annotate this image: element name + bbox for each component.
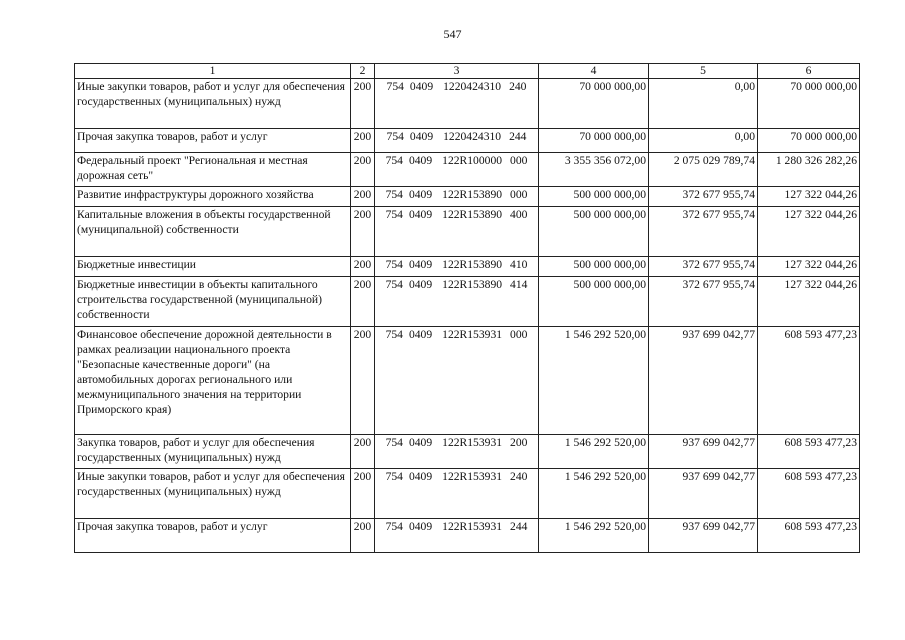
row-expense-type: 200 — [510, 436, 528, 449]
row-value-col4: 1 546 292 520,00 — [539, 519, 649, 553]
row-code: 200 — [351, 207, 375, 257]
row-value-col6: 70 000 000,00 — [758, 79, 860, 129]
row-name: Финансовое обеспечение дорожной деятельности в рамках реализации национального проекта "Безопасные качественные дороги" (на автомобильных дорогах регионального или межмуниципального значения на территории Приморского края) — [75, 327, 351, 435]
row-classification — [375, 129, 539, 153]
row-section: 0409 — [408, 154, 433, 167]
row-classification — [375, 79, 539, 129]
row-section: 0409 — [408, 436, 433, 449]
row-expense-type: 240 — [509, 80, 527, 93]
row-gr: 754 — [385, 208, 403, 221]
row-value-col5: 937 699 042,77 — [649, 519, 758, 553]
row-gr: 754 — [385, 520, 403, 533]
row-name: Федеральный проект "Региональная и местная дорожная сеть" — [75, 153, 351, 187]
row-section: 0409 — [408, 258, 433, 271]
table-row — [75, 79, 860, 129]
row-name: Закупка товаров, работ и услуг для обеспечения государственных (муниципальных) нужд — [75, 435, 351, 469]
row-value-col4: 3 355 356 072,00 — [539, 153, 649, 187]
header-col-4: 4 — [539, 64, 649, 79]
row-expense-type: 000 — [510, 328, 528, 341]
table-row — [75, 129, 860, 153]
row-gr: 754 — [385, 258, 403, 271]
row-name: Капитальные вложения в объекты государственной (муниципальной) собственности — [75, 207, 351, 257]
row-classification — [375, 257, 539, 277]
row-target-article: 1220424310 — [443, 130, 502, 143]
row-value-col4: 70 000 000,00 — [539, 79, 649, 129]
row-value-col5: 0,00 — [649, 79, 758, 129]
row-target-article: 122R153931 — [442, 436, 503, 449]
row-target-article: 122R100000 — [442, 154, 503, 167]
row-code: 200 — [351, 79, 375, 129]
row-value-col6: 608 593 477,23 — [758, 519, 860, 553]
row-gr: 754 — [385, 188, 403, 201]
row-value-col4: 500 000 000,00 — [539, 257, 649, 277]
row-gr: 754 — [385, 278, 403, 291]
row-expense-type: 410 — [510, 258, 528, 271]
row-value-col6: 1 280 326 282,26 — [758, 153, 860, 187]
table-row — [75, 277, 860, 327]
row-expense-type: 244 — [509, 130, 527, 143]
row-value-col5: 372 677 955,74 — [649, 257, 758, 277]
row-target-article: 122R153890 — [442, 208, 503, 221]
row-classification — [375, 277, 539, 327]
row-value-col5: 0,00 — [649, 129, 758, 153]
row-code: 200 — [351, 153, 375, 187]
row-name: Прочая закупка товаров, работ и услуг — [75, 129, 351, 153]
row-expense-type: 240 — [510, 470, 528, 483]
row-name: Иные закупки товаров, работ и услуг для обеспечения государственных (муниципальных) нужд — [75, 79, 351, 129]
row-name: Развитие инфраструктуры дорожного хозяйства — [75, 187, 351, 207]
row-target-article: 1220424310 — [443, 80, 502, 93]
row-target-article: 122R153931 — [442, 520, 503, 533]
row-gr: 754 — [385, 436, 403, 449]
row-value-col6: 608 593 477,23 — [758, 327, 860, 435]
budget-table — [74, 63, 860, 553]
table-row — [75, 207, 860, 257]
row-classification — [375, 153, 539, 187]
row-gr: 754 — [385, 470, 403, 483]
row-target-article: 122R153931 — [442, 470, 503, 483]
row-value-col5: 372 677 955,74 — [649, 187, 758, 207]
header-col-5: 5 — [649, 64, 758, 79]
row-gr: 754 — [385, 328, 403, 341]
row-code: 200 — [351, 187, 375, 207]
row-value-col5: 372 677 955,74 — [649, 207, 758, 257]
table-row — [75, 187, 860, 207]
row-name: Бюджетные инвестиции — [75, 257, 351, 277]
row-target-article: 122R153931 — [442, 328, 503, 341]
row-section: 0409 — [408, 208, 433, 221]
table-row — [75, 327, 860, 435]
row-code: 200 — [351, 277, 375, 327]
row-code: 200 — [351, 257, 375, 277]
row-value-col6: 608 593 477,23 — [758, 469, 860, 519]
row-value-col4: 1 546 292 520,00 — [539, 435, 649, 469]
row-classification — [375, 207, 539, 257]
row-value-col4: 500 000 000,00 — [539, 187, 649, 207]
row-section: 0409 — [408, 520, 433, 533]
row-expense-type: 414 — [510, 278, 528, 291]
row-value-col5: 937 699 042,77 — [649, 327, 758, 435]
row-classification — [375, 469, 539, 519]
row-value-col5: 937 699 042,77 — [649, 435, 758, 469]
row-gr: 754 — [385, 154, 403, 167]
row-name: Прочая закупка товаров, работ и услуг — [75, 519, 351, 553]
row-value-col5: 2 075 029 789,74 — [649, 153, 758, 187]
row-expense-type: 400 — [510, 208, 528, 221]
row-target-article: 122R153890 — [442, 258, 503, 271]
row-value-col5: 372 677 955,74 — [649, 277, 758, 327]
row-classification — [375, 327, 539, 435]
row-code: 200 — [351, 469, 375, 519]
header-col-3: 3 — [375, 64, 539, 79]
row-value-col4: 70 000 000,00 — [539, 129, 649, 153]
row-section: 0409 — [408, 328, 433, 341]
row-classification — [375, 187, 539, 207]
page-number: 547 — [443, 27, 462, 41]
row-code: 200 — [351, 435, 375, 469]
row-value-col6: 127 322 044,26 — [758, 257, 860, 277]
row-target-article: 122R153890 — [442, 188, 503, 201]
row-gr: 754 — [386, 80, 404, 93]
header-row — [75, 64, 860, 79]
row-code: 200 — [351, 519, 375, 553]
row-expense-type: 244 — [510, 520, 528, 533]
header-col-1: 1 — [75, 64, 351, 79]
table-row — [75, 435, 860, 469]
table-row — [75, 519, 860, 553]
row-value-col4: 500 000 000,00 — [539, 277, 649, 327]
row-section: 0409 — [409, 80, 434, 93]
row-value-col4: 1 546 292 520,00 — [539, 327, 649, 435]
header-col-6: 6 — [758, 64, 860, 79]
row-expense-type: 000 — [510, 188, 528, 201]
row-classification — [375, 519, 539, 553]
row-target-article: 122R153890 — [442, 278, 503, 291]
row-section: 0409 — [408, 278, 433, 291]
row-name: Иные закупки товаров, работ и услуг для обеспечения государственных (муниципальных) нужд — [75, 469, 351, 519]
row-value-col6: 127 322 044,26 — [758, 277, 860, 327]
row-code: 200 — [351, 327, 375, 435]
table-row — [75, 153, 860, 187]
row-value-col4: 1 546 292 520,00 — [539, 469, 649, 519]
row-gr: 754 — [386, 130, 404, 143]
row-classification — [375, 435, 539, 469]
row-section: 0409 — [408, 188, 433, 201]
row-value-col6: 70 000 000,00 — [758, 129, 860, 153]
row-value-col6: 127 322 044,26 — [758, 187, 860, 207]
row-value-col6: 608 593 477,23 — [758, 435, 860, 469]
row-value-col6: 127 322 044,26 — [758, 207, 860, 257]
table-row — [75, 469, 860, 519]
table-body — [75, 79, 860, 553]
table-header — [75, 64, 860, 79]
header-col-2: 2 — [351, 64, 375, 79]
table-row — [75, 257, 860, 277]
row-code: 200 — [351, 129, 375, 153]
row-value-col5: 937 699 042,77 — [649, 469, 758, 519]
row-section: 0409 — [409, 130, 434, 143]
row-name: Бюджетные инвестиции в объекты капитального строительства государственной (муниципальной) собственности — [75, 277, 351, 327]
row-value-col4: 500 000 000,00 — [539, 207, 649, 257]
row-expense-type: 000 — [510, 154, 528, 167]
row-section: 0409 — [408, 470, 433, 483]
